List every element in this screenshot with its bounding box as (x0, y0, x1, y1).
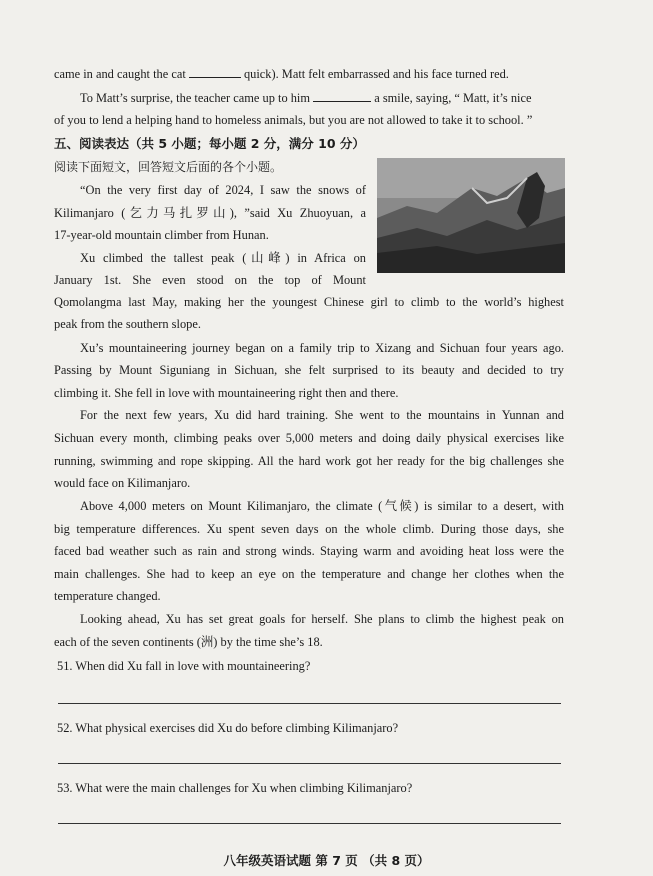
answer-line-53[interactable] (58, 823, 561, 824)
p5-line-c: faced bad weather such as rain and strong winds. Staying warm and avoiding heat loss were the (54, 544, 564, 558)
p2-line-c: Qomolangma last May, making her the youngest Chinese girl to climb to the world’s highest (54, 295, 564, 309)
section-title: 五、阅读表达（共 5 小题；每小题 2 分，满分 10 分） (54, 136, 365, 151)
p1-line-a: “On the very first day of 2024, I saw the snows of (80, 183, 366, 197)
instruction: 阅读下面短文，回答短文后面的各个小题。 (54, 160, 283, 174)
p6-line-a: Looking ahead, Xu has set great goals for herself. She plans to climb the highest peak on (80, 612, 564, 626)
answer-line-51[interactable] (58, 703, 561, 704)
p2-line-a: Xu climbed the tallest peak (山峰) in Africa on (80, 251, 366, 265)
p3-line-b: Passing by Mount Siguniang in Sichuan, she felt surprised to its beauty and decided to try (54, 363, 564, 377)
passage-line-2 (80, 90, 564, 106)
line-1-part-a: came in and caught the cat (54, 67, 189, 81)
question-52: 52. What physical exercises did Xu do before climbing Kilimanjaro? (57, 721, 399, 735)
line-2-part-a: To Matt’s surprise, the teacher came up to him (80, 91, 314, 105)
mountain-photo (377, 158, 565, 273)
p1-line-b: Kilimanjaro (乞力马扎罗山), ”said Xu Zhuoyuan, a (54, 206, 366, 220)
answer-blank-quick[interactable] (189, 66, 241, 78)
p5-line-e: temperature changed. (54, 589, 161, 603)
p3-line-c: climbing it. She fell in love with mountaineering right then and there. (54, 386, 399, 400)
passage-line-3: of you to lend a helping hand to homeless animals, but you are not allowed to take it to school. ” (54, 113, 533, 127)
p4-line-b: Sichuan every month, climbing peaks over 5,000 meters and doing daily physical exercises like (54, 431, 564, 445)
p5-line-b: big temperature differences. Xu spent seven days on the whole climb. During those days, she (54, 522, 564, 536)
question-51: 51. When did Xu fall in love with mountaineering? (57, 659, 311, 673)
p4-line-a: For the next few years, Xu did hard training. She went to the mountains in Yunnan and (80, 408, 564, 422)
p5-line-d: main challenges. She had to keep an eye on the temperature and change her clothes when the (54, 567, 564, 581)
line-2-part-b: a smile, saying, “ Matt, it’s nice (371, 91, 532, 105)
p2-line-d: peak from the southern slope. (54, 317, 201, 331)
answer-line-52[interactable] (58, 763, 561, 764)
p2-line-b: January 1st. She even stood on the top of Mount (54, 273, 366, 287)
p4-line-c: running, swimming and rope skipping. All the hard work got her ready for the big challenges she (54, 454, 564, 468)
answer-blank-with[interactable] (313, 90, 371, 102)
p1-line-c: 17-year-old mountain climber from Hunan. (54, 228, 269, 242)
p4-line-d: would face on Kilimanjaro. (54, 476, 191, 490)
p5-line-a: Above 4,000 meters on Mount Kilimanjaro, the climate (气候) is similar to a desert, with (80, 499, 564, 513)
line-1-part-b: quick). Matt felt embarrassed and his face turned red. (240, 67, 509, 81)
page-footer: 八年级英语试题 第 7 页 （共 8 页） (223, 853, 430, 868)
passage-line-1 (54, 66, 564, 82)
p3-line-a: Xu’s mountaineering journey began on a family trip to Xizang and Sichuan four years ago. (80, 341, 564, 355)
mountain-photo-drawing (377, 158, 565, 273)
question-53: 53. What were the main challenges for Xu when climbing Kilimanjaro? (57, 781, 413, 795)
p6-line-b: each of the seven continents (洲) by the time she’s 18. (54, 635, 323, 649)
